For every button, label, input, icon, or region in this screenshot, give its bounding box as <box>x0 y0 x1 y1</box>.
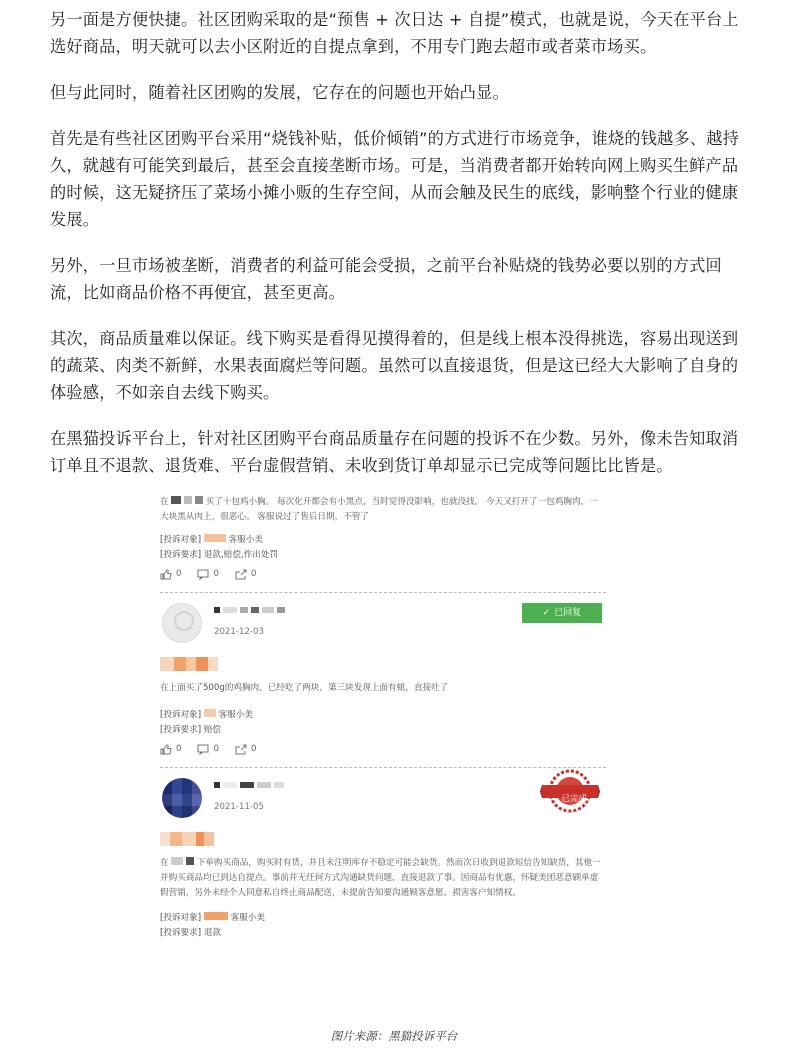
comment-icon <box>197 569 209 580</box>
redacted-username <box>214 782 284 788</box>
share-button[interactable]: 0 <box>235 742 256 757</box>
thumbs-up-icon <box>160 744 172 755</box>
redacted-title <box>160 832 606 846</box>
complaint-date: 2021-12-03 <box>214 627 264 637</box>
complaint-item-3 <box>160 778 606 941</box>
redacted-block <box>204 912 228 920</box>
redacted-block <box>195 496 203 504</box>
redacted-block <box>186 857 194 865</box>
like-button[interactable]: 0 <box>160 742 181 757</box>
complaint-item-2 <box>160 603 606 757</box>
paragraph-2: 但与此同时，随着社区团购的发展，它存在的问题也开始凸显。 <box>50 83 509 102</box>
redacted-block <box>204 534 226 542</box>
avatar <box>162 778 202 818</box>
redacted-block <box>171 496 181 504</box>
complaint-demand: [投诉要求] 退款,赔偿,作出处罚 <box>160 550 279 560</box>
redacted-username <box>214 607 285 613</box>
complaint-demand: [投诉要求] 赔偿 <box>160 725 222 735</box>
replied-badge: ✓ 已回复 <box>522 603 602 623</box>
comment-icon <box>197 744 209 755</box>
redacted-block <box>204 709 216 717</box>
share-icon <box>235 744 247 755</box>
paragraph-3: 首先是有些社区团购平台采用“烧钱补贴，低价倾销”的方式进行市场竞争，谁烧的钱越多、越持久，就越有可能笑到最后，甚至会直接垄断市场。可是，当消费者都开始转向网上购买生鲜产品的时候，这无疑挤压了菜场小摊小贩的生存空间，从而会触及民生的底线，影响整个行业的健康发展。 <box>50 129 740 229</box>
complaint-target: [投诉对象] 客服小美 <box>160 535 263 545</box>
complaint-screenshot <box>160 495 606 941</box>
check-icon: ✓ <box>542 607 551 618</box>
image-caption: 图片来源：黑猫投诉平台 <box>330 1029 458 1043</box>
complaint-text: 在 下单购买商品，购买时有货，并且未注明库存不稳定可能会缺货。然而次日收到退款短信告知缺货，其他一并购买商品均已到达自提点。事前并无任何方式沟通缺货问题，直接退款了事。因商品有优惠，怀疑美团恶意刷单虚假营销，另外未经个人同意私自终止商品配送，未提前告知要沟通顾客意愿。损害客户知情权。 <box>160 858 601 898</box>
article-body <box>50 0 750 498</box>
complaint-target: [投诉对象] 客服小美 <box>160 710 253 720</box>
complaint-text: 在 买了十包鸡小胸。 每次化开都会有小黑点，当时觉得没影响，也就没找。 今天又打开了一包鸡胸肉，一大块黑从肉上，很恶心。 客服说过了售后日期，不管了 <box>160 497 598 522</box>
comment-button[interactable]: 0 <box>197 567 218 582</box>
divider <box>160 592 606 593</box>
complaint-text: 在上面买了500g的鸡胸肉，已经吃了两块，第三块发现上面有蛆，直接吐了 <box>160 683 449 693</box>
like-button[interactable]: 0 <box>160 567 181 582</box>
redacted-block <box>171 857 183 865</box>
complaint-date: 2021-11-05 <box>214 802 264 812</box>
complaint-stats <box>160 567 606 582</box>
thumbs-up-icon <box>160 569 172 580</box>
redacted-block <box>184 496 192 504</box>
completed-stamp-icon <box>540 768 600 814</box>
completed-badge-text: 已完成 <box>561 794 587 804</box>
complaint-target: [投诉对象] 客服小美 <box>160 913 265 923</box>
share-icon <box>235 569 247 580</box>
redacted-title <box>160 657 606 671</box>
complaint-demand: [投诉要求] 退款 <box>160 928 222 938</box>
avatar <box>162 603 202 643</box>
complaint-stats <box>160 742 606 757</box>
paragraph-4: 另外，一旦市场被垄断，消费者的利益可能会受损，之前平台补贴烧的钱势必要以别的方式回流，比如商品价格不再便宜，甚至更高。 <box>50 256 722 302</box>
paragraph-6: 在黑猫投诉平台上，针对社区团购平台商品质量存在问题的投诉不在少数。另外，像未告知取消订单且不退款、退货难、平台虚假营销、未收到货订单却显示已完成等问题比比皆是。 <box>50 429 739 475</box>
comment-button[interactable]: 0 <box>197 742 218 757</box>
complaint-item-1 <box>160 495 606 582</box>
share-button[interactable]: 0 <box>235 567 256 582</box>
paragraph-5: 其次，商品质量难以保证。线下购买是看得见摸得着的，但是线上根本没得挑选，容易出现送到的蔬菜、肉类不新鲜，水果表面腐烂等问题。虽然可以直接退货，但是这已经大大影响了自身的体验感，不如亲自去线下购买。 <box>50 329 739 402</box>
paragraph-1: 另一面是方便快捷。社区团购采取的是“预售 + 次日达 + 自提”模式，也就是说，今天在平台上选好商品，明天就可以去小区附近的自提点拿到，不用专门跑去超市或者菜市场买。 <box>50 10 739 56</box>
